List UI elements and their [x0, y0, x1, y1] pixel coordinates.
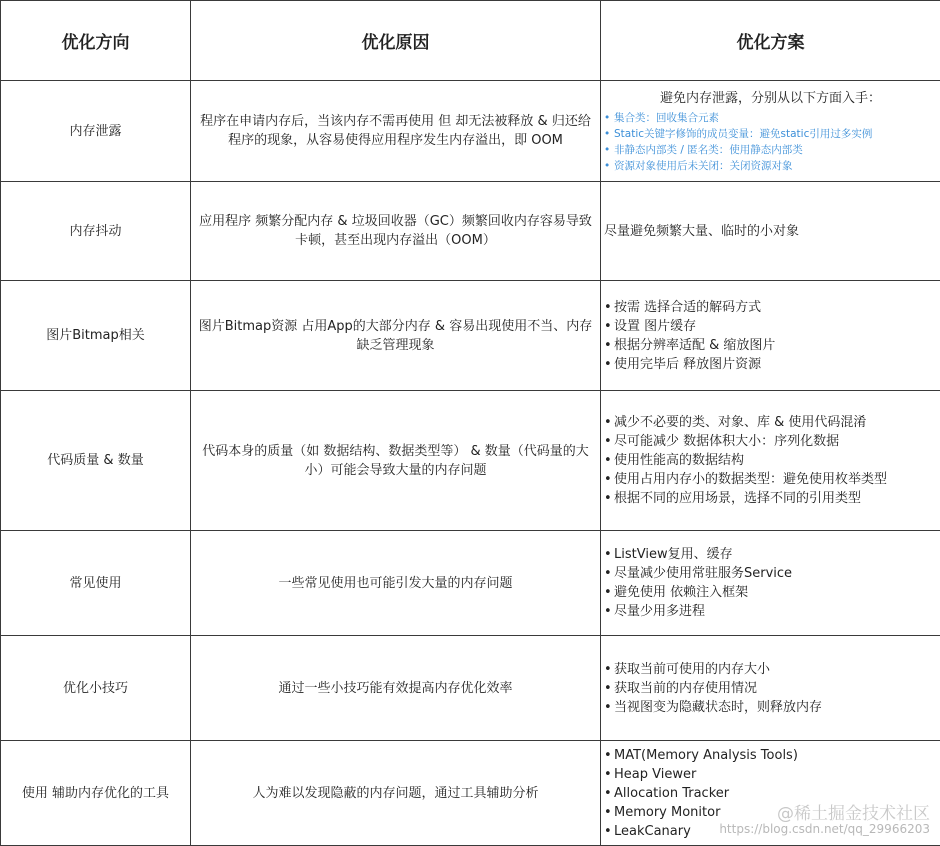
list-item: • 尽可能减少 数据体积大小：序列化数据	[604, 432, 937, 451]
table-row	[1, 81, 940, 182]
header-solution: 优化方案	[601, 1, 940, 81]
list-item: • 使用性能高的数据结构	[604, 451, 937, 470]
list-item: • 尽量减少使用常驻服务Service	[604, 564, 937, 583]
table-row	[1, 741, 940, 846]
header-direction: 优化方向	[1, 1, 191, 81]
row-solution	[601, 81, 940, 182]
table-row	[1, 531, 940, 636]
row-direction: 常见使用	[1, 531, 191, 636]
row-solution: 尽量避免频繁大量、临时的小对象	[601, 182, 940, 281]
list-item: • MAT(Memory Analysis Tools)	[604, 746, 937, 765]
row-direction: 代码质量 & 数量	[1, 391, 191, 531]
table-row	[1, 281, 940, 391]
row-direction: 内存泄露	[1, 81, 191, 182]
solution-intro: 避免内存泄露，分别从以下方面入手：	[604, 89, 937, 108]
row-solution	[601, 391, 940, 531]
table-row	[1, 182, 940, 281]
row-reason: 代码本身的质量（如 数据结构、数据类型等） & 数量（代码量的大小）可能会导致大量的内存问题	[191, 391, 601, 531]
solution-list	[604, 545, 937, 621]
list-item: • 当视图变为隐藏状态时，则释放内存	[604, 698, 937, 717]
solution-list	[604, 746, 937, 841]
list-item: • 根据分辨率适配 & 缩放图片	[604, 336, 937, 355]
list-item: • 非静态内部类 / 匿名类：使用静态内部类	[604, 142, 937, 158]
table-row	[1, 636, 940, 741]
list-item: • LeakCanary	[604, 822, 937, 841]
table-header-row	[1, 1, 940, 81]
list-item: • Static关键字修饰的成员变量：避免static引用过多实例	[604, 126, 937, 142]
list-item: • 尽量少用多进程	[604, 602, 937, 621]
row-solution	[601, 531, 940, 636]
list-item: • ListView复用、缓存	[604, 545, 937, 564]
row-solution	[601, 636, 940, 741]
row-direction: 图片Bitmap相关	[1, 281, 191, 391]
row-direction: 内存抖动	[1, 182, 191, 281]
watermark-brand: @稀土掘金技术社区	[719, 807, 930, 822]
row-direction: 优化小技巧	[1, 636, 191, 741]
list-item: • 减少不必要的类、对象、库 & 使用代码混淆	[604, 413, 937, 432]
solution-list	[604, 413, 937, 508]
row-reason: 图片Bitmap资源 占用App的大部分内存 & 容易出现使用不当、内存缺乏管理现象	[191, 281, 601, 391]
list-item: • 按需 选择合适的解码方式	[604, 298, 937, 317]
list-item: • 获取当前可使用的内存大小	[604, 660, 937, 679]
row-reason: 通过一些小技巧能有效提高内存优化效率	[191, 636, 601, 741]
list-item: • 避免使用 依赖注入框架	[604, 583, 937, 602]
list-item: • Heap Viewer	[604, 765, 937, 784]
header-reason: 优化原因	[191, 1, 601, 81]
watermark-url: https://blog.csdn.net/qq_29966203	[719, 822, 930, 836]
row-solution	[601, 281, 940, 391]
row-reason: 应用程序 频繁分配内存 & 垃圾回收器（GC）频繁回收内存容易导致卡顿，甚至出现内存溢出（OOM）	[191, 182, 601, 281]
list-item: • 设置 图片缓存	[604, 317, 937, 336]
list-item: • 获取当前的内存使用情况	[604, 679, 937, 698]
list-item: • 使用完毕后 释放图片资源	[604, 355, 937, 374]
solution-list	[604, 298, 937, 374]
row-solution	[601, 741, 940, 846]
row-reason: 人为难以发现隐蔽的内存问题，通过工具辅助分析	[191, 741, 601, 846]
list-item: • 资源对象使用后未关闭：关闭资源对象	[604, 158, 937, 174]
list-item: • 根据不同的应用场景，选择不同的引用类型	[604, 489, 937, 508]
list-item: • Memory Monitor	[604, 803, 937, 822]
solution-list	[604, 660, 937, 717]
solution-list	[604, 110, 937, 174]
row-reason: 程序在申请内存后，当该内存不需再使用 但 却无法被释放 & 归还给 程序的现象，从容易使得应用程序发生内存溢出，即 OOM	[191, 81, 601, 182]
list-item: • 使用占用内存小的数据类型：避免使用枚举类型	[604, 470, 937, 489]
row-direction: 使用 辅助内存优化的工具	[1, 741, 191, 846]
row-reason: 一些常见使用也可能引发大量的内存问题	[191, 531, 601, 636]
list-item: • 集合类：回收集合元素	[604, 110, 937, 126]
table-row	[1, 391, 940, 531]
list-item: • Allocation Tracker	[604, 784, 937, 803]
